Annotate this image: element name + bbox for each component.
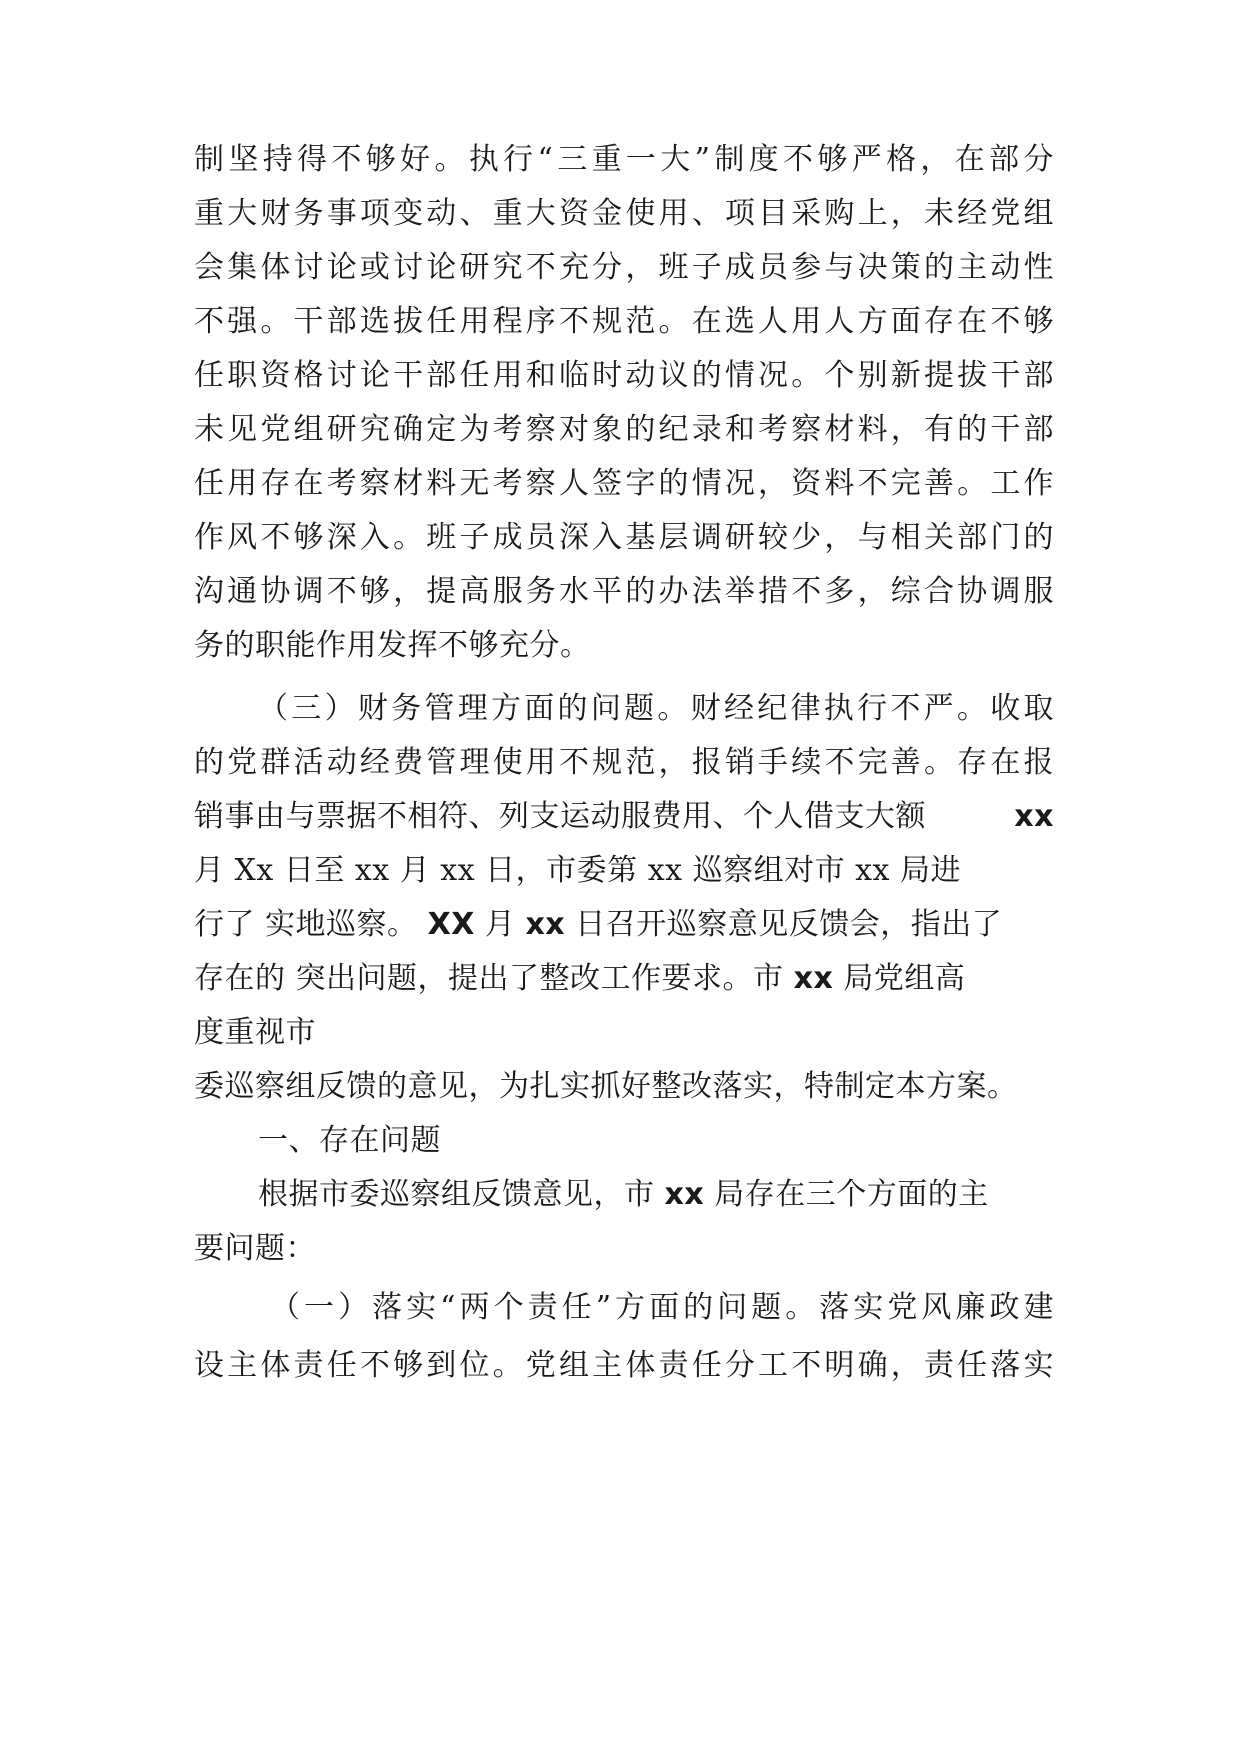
- text-line: 制坚持得不够好。执行“三重一大”制度不够严格，在部分: [194, 142, 1054, 177]
- bold-placeholder: XX: [427, 907, 475, 942]
- text-line-mixed: [194, 899, 1054, 951]
- bold-placeholder: xx: [525, 907, 566, 942]
- text-line: 沟通协调不够，提高服务水平的办法举措不多，综合协调服: [194, 574, 1054, 609]
- text-line: 作风不够深入。班子成员深入基层调研较少，与相关部门的: [194, 520, 1054, 555]
- text-line: 月 Xx 日至 xx 月 xx 日，市委第 xx 巡察组对市 xx 局进: [194, 853, 961, 888]
- text-span: 根据市委巡察组反馈意见，市: [258, 1177, 655, 1212]
- text-line: 不强。干部选拔任用程序不规范。在选人用人方面存在不够: [194, 304, 1054, 339]
- text-line-mixed: [258, 1169, 1054, 1221]
- text-line: 任职资格讨论干部任用和临时动议的情况。个别新提拔干部: [194, 358, 1054, 393]
- text-span: 存在的 突出问题，提出了整改工作要求。市: [194, 961, 784, 996]
- text-line-mixed: [194, 953, 1054, 1005]
- text-line: 任用存在考察材料无考察人签字的情况，资料不完善。工作: [194, 466, 1054, 501]
- text-line: 会集体讨论或讨论研究不充分，班子成员参与决策的主动性: [194, 250, 1054, 285]
- section-heading-line: （一）落实“两个责任”方面的问题。落实党风廉政建: [270, 1290, 1054, 1325]
- text-span: 销事由与票据不相符、列支运动服费用、个人借支大额: [194, 799, 926, 834]
- text-span: 行了 实地巡察。: [194, 907, 418, 942]
- text-span: 月: [484, 907, 516, 942]
- text-line: 务的职能作用发挥不够充分。: [194, 628, 591, 663]
- text-line: 度重视市: [194, 1015, 316, 1050]
- section-heading-line: （三）财务管理方面的问题。财经纪律执行不严。收取: [258, 691, 1054, 726]
- text-line: 重大财务事项变动、重大资金使用、项目采购上，未经党组: [194, 196, 1054, 231]
- text-line: 设主体责任不够到位。党组主体责任分工不明确，责任落实: [194, 1348, 1054, 1383]
- text-line: 未见党组研究确定为考察对象的纪录和考察材料，有的干部: [194, 412, 1054, 447]
- bold-placeholder: xx: [1014, 799, 1054, 834]
- bold-placeholder: xx: [664, 1177, 705, 1212]
- text-line: 要问题：: [194, 1231, 316, 1266]
- text-span: 局党组高: [843, 961, 966, 996]
- text-line-mixed: [194, 791, 1054, 843]
- text-line: 的党群活动经费管理使用不规范，报销手续不完善。存在报: [194, 745, 1054, 780]
- text-line: 委巡察组反馈的意见，为扎实抓好整改落实，特制定本方案。: [194, 1069, 1018, 1104]
- section-heading: 一、存在问题: [258, 1123, 441, 1158]
- text-span: 局存在三个方面的主: [714, 1177, 989, 1212]
- text-span: 日召开巡察意见反馈会，指出了: [575, 907, 1003, 942]
- bold-placeholder: xx: [793, 961, 834, 996]
